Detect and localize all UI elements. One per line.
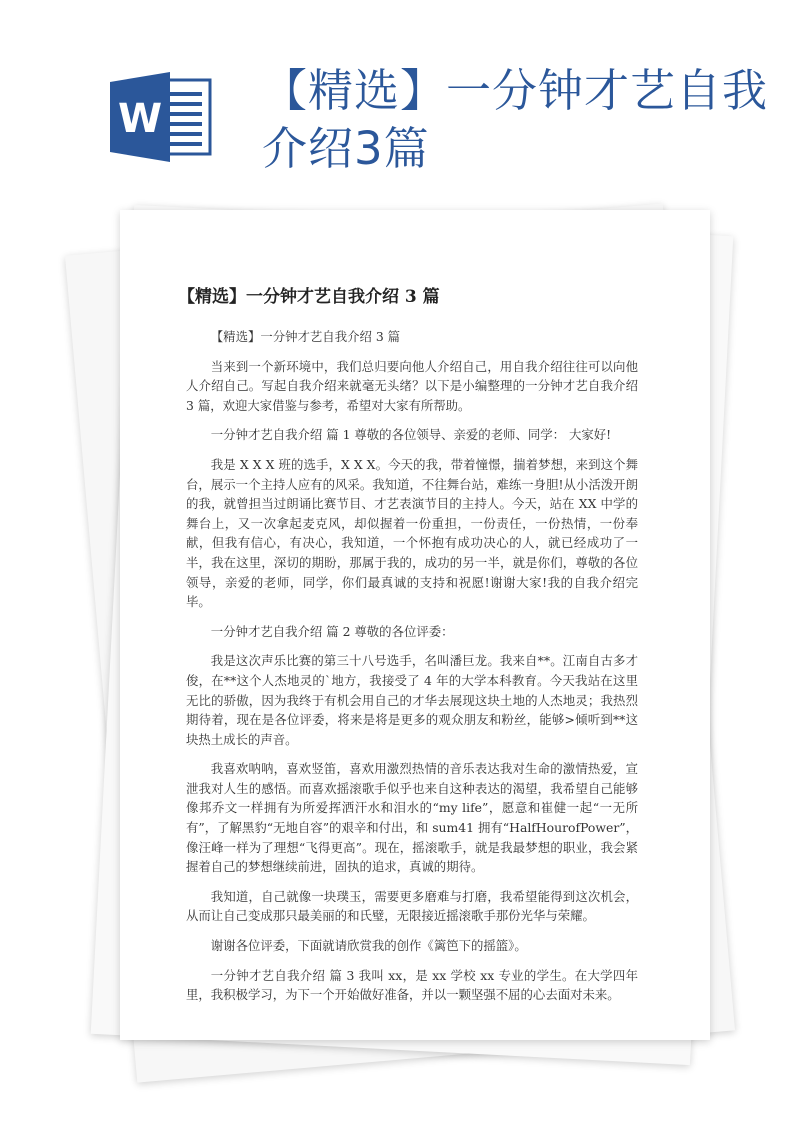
- word-doc-icon: [110, 72, 215, 162]
- paragraph: 谢谢各位评委，下面就请欣赏我的创作《篱笆下的摇篮》。: [210, 938, 527, 954]
- paragraph: 当来到一个新环境中，我们总归要向他人介绍自己，用自我介绍往往可以向他人介绍自己。写起自我介绍来就毫无头绪？以下是小编整理的一分钟才艺自我介绍 3 篇，欢迎大家借鉴与参考，希望对大家有所帮助。: [186, 358, 638, 413]
- paragraph: 我是 X X X 班的选手，X X X。今天的我，带着憧憬，揣着梦想，来到这个舞台，展示一个主持人应有的风采。我知道，不往舞台站，难练一身胆!从小活泼开朗的我，就曾担当过朗诵比赛节目、才艺表演节目的主持人。今天，站在 XX 中学的舞台上，又一次拿起麦克风，却似握着一份重担，一份责任，一份热情，一份奉献，但我有信心，有决心，我知道，一个怀抱有成功决心的人，就已经成功了一半，我在这里，深切的期盼，那属于我的，成功的另一半，就是你们，尊敬的各位领导，亲爱的老师，同学，你们最真诚的支持和祝愿!谢谢大家!我的自我介绍完毕。: [186, 456, 638, 610]
- paragraph: 我知道，自己就像一块璞玉，需要更多磨难与打磨，我希望能得到这次机会，从而让自己变成那只最美丽的和氏璧，无限接近摇滚歌手那份光华与荣耀。: [186, 888, 638, 924]
- paragraph: 一分钟才艺自我介绍 篇 1 尊敬的各位领导、亲爱的老师、同学： 大家好!: [210, 427, 612, 443]
- document-page: [120, 210, 710, 1040]
- paragraph: 一分钟才艺自我介绍 篇 3 我叫 xx，是 xx 学校 xx 专业的学生。在大学四年里，我积极学习，为下一个开始做好准备，并以一颗坚强不屈的心去面对未来。: [186, 967, 638, 1003]
- document-title: 【精选】一分钟才艺自我介绍 3 篇: [178, 287, 440, 307]
- paragraph: 我喜欢呐呐，喜欢竖笛，喜欢用激烈热情的音乐表达我对生命的激情热爱，宣泄我对人生的感悟。而喜欢摇滚歌手似乎也来自这种表达的渴望，我希望自己能够像邦乔文一样拥有为所爱挥洒汗水和泪水的“my life”，愿意和崔健一起“一无所有”，了解黑豹“无地自容”的艰辛和付出，和 sum41 拥有“HalfHourofPower”，像汪峰一样为了理想“飞得更高”。现在，摇滚歌手，就是我最梦想的职业，我会紧握着自己的梦想继续前进，固执的追求，真诚的期待。: [186, 761, 638, 875]
- page-title: 【精选】一分钟才艺自我介绍3篇: [262, 64, 769, 175]
- paragraph: 我是这次声乐比赛的第三十八号选手，名叫潘巨龙。我来自**。江南自古多才俊，在**这个人杰地灵的`地方，我接受了 4 年的大学本科教育。今天我站在这里无比的骄傲，因为我终于有机会用自己的才华去展现这块土地的人杰地灵；我热烈期待着，现在是各位评委，将来是将是更多的观众朋友和粉丝，能够>倾听到**这块热土成长的声音。: [186, 653, 638, 747]
- word-logo-letter: W: [118, 96, 163, 142]
- paragraph: 【精选】一分钟才艺自我介绍 3 篇: [210, 329, 401, 344]
- paragraph: 一分钟才艺自我介绍 篇 2 尊敬的各位评委：: [210, 623, 454, 639]
- document-body: [186, 327, 638, 1015]
